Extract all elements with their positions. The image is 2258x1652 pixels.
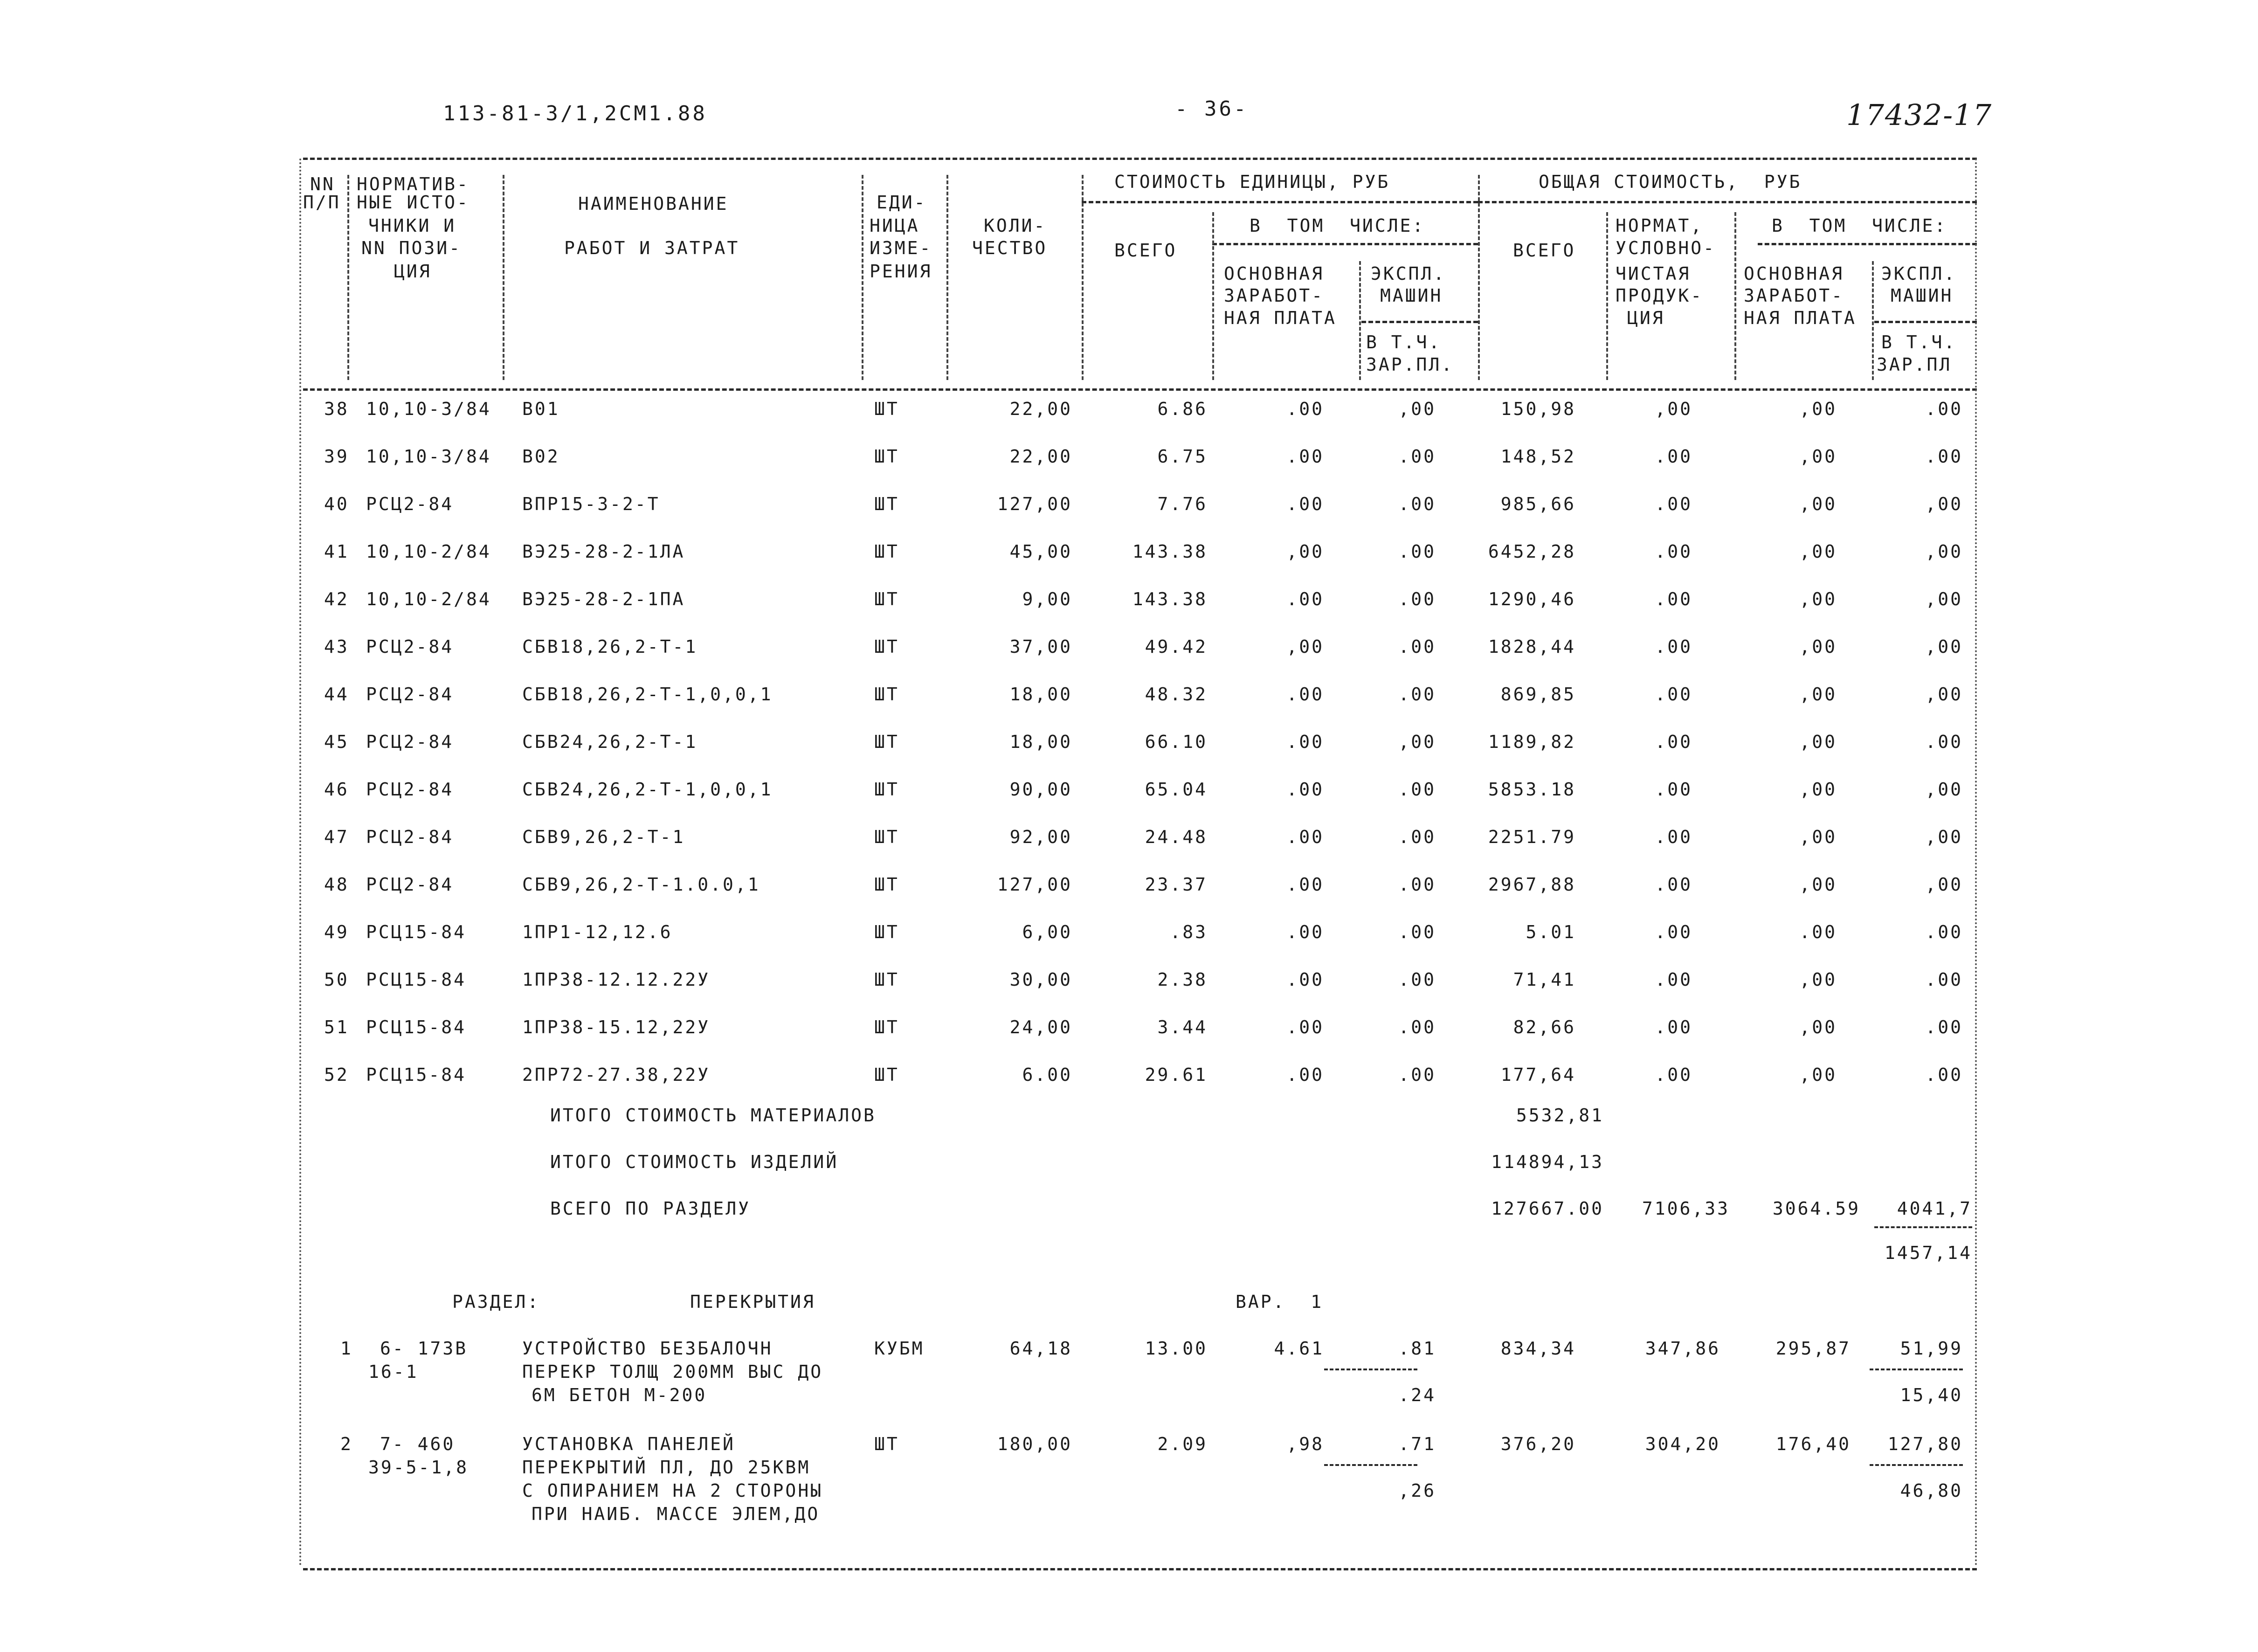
header-total-cost: ОБЩАЯ СТОИМОСТЬ, РУБ: [1539, 172, 1802, 192]
header-osn2-2: ЗАРАБОТ-: [1744, 285, 1844, 306]
row-unit-eksp: .00: [1398, 541, 1436, 562]
materials-total-label: ИТОГО СТОИМОСТЬ МАТЕРИАЛОВ: [550, 1105, 876, 1126]
row-unit-osn: .00: [1286, 827, 1324, 847]
work-2-number: 2: [340, 1434, 353, 1454]
row-qty: 92,00: [1009, 827, 1072, 847]
row-unit-eksp: .00: [1398, 922, 1436, 942]
header-osn2-1: ОСНОВНАЯ: [1744, 263, 1844, 284]
col-sep-2: [503, 175, 504, 380]
row-number: 43: [324, 636, 349, 657]
row-total-eksp: ,00: [1925, 684, 1963, 705]
work-1-eksp2-zp: 15,40: [1900, 1385, 1963, 1405]
row-qty: 18,00: [1009, 684, 1072, 705]
header-unit-cost: СТОИМОСТЬ ЕДИНИЦЫ, РУБ: [1114, 172, 1390, 192]
row-normat: .00: [1655, 684, 1692, 705]
row-total-osn: ,00: [1799, 827, 1837, 847]
row-total-eksp: ,00: [1925, 779, 1963, 800]
row-total-sum: 71,41: [1513, 969, 1576, 990]
row-unit-eksp: .00: [1398, 446, 1436, 467]
header-eksp2-2: МАШИН: [1891, 285, 1954, 306]
eksp2-subrule: [1874, 321, 1977, 323]
row-number: 50: [324, 969, 349, 990]
col-sep-6: [1212, 212, 1214, 380]
work-1-unit-osn: 4.61: [1274, 1338, 1324, 1359]
row-unit: ШТ: [874, 541, 899, 562]
row-unit-eksp: .00: [1398, 827, 1436, 847]
row-total-osn: ,00: [1799, 494, 1837, 514]
row-name: СБВ18,26,2-Т-1,0,0,1: [522, 684, 773, 705]
header-total-vtom: В ТОМ ЧИСЛЕ:: [1772, 215, 1947, 236]
total-cost-rule: [1478, 201, 1977, 203]
section-total-normat: 7106,33: [1642, 1198, 1730, 1219]
header-eksp-2: МАШИН: [1380, 285, 1443, 306]
section-total-eksp-zp: 1457,14: [1884, 1243, 1972, 1263]
row-name: СБВ9,26,2-Т-1.0.0,1: [522, 874, 760, 895]
header-unit-vtom: В ТОМ ЧИСЛЕ:: [1250, 215, 1425, 236]
row-unit: ШТ: [874, 446, 899, 467]
row-normat: .00: [1655, 779, 1692, 800]
row-qty: 30,00: [1009, 969, 1072, 990]
row-unit-osn: .00: [1286, 1017, 1324, 1037]
row-number: 39: [324, 446, 349, 467]
row-qty: 6,00: [1022, 922, 1072, 942]
header-pp: П/П: [303, 192, 341, 213]
row-total-sum: 1290,46: [1488, 589, 1576, 609]
work-2-source-2: 39-5-1,8: [368, 1457, 469, 1478]
work-2-name-1: УСТАНОВКА ПАНЕЛЕЙ: [522, 1434, 735, 1454]
work-1-unit-total: 13.00: [1145, 1338, 1208, 1359]
row-qty: 37,00: [1009, 636, 1072, 657]
work-2-normat: 304,20: [1645, 1434, 1720, 1454]
row-number: 42: [324, 589, 349, 609]
header-eksp2-1: ЭКСПЛ.: [1881, 263, 1957, 284]
work-2-name-3: С ОПИРАНИЕМ НА 2 СТОРОНЫ: [522, 1480, 823, 1501]
work-2-unit: ШТ: [874, 1434, 899, 1454]
row-name: ВПР15-3-2-Т: [522, 494, 660, 514]
work-2-qty: 180,00: [997, 1434, 1072, 1454]
row-total-osn: ,00: [1799, 732, 1837, 752]
row-source: РСЦ2-84: [366, 732, 454, 752]
row-total-sum: 150,98: [1500, 399, 1576, 419]
row-qty: 9,00: [1022, 589, 1072, 609]
row-source: РСЦ2-84: [366, 636, 454, 657]
row-number: 40: [324, 494, 349, 514]
row-number: 41: [324, 541, 349, 562]
unit-cost-subrule: [1212, 243, 1478, 245]
row-unit-total: 6.86: [1157, 399, 1208, 419]
col-sep-9: [1606, 212, 1608, 380]
row-total-sum: 1828,44: [1488, 636, 1576, 657]
row-unit-eksp: .00: [1398, 589, 1436, 609]
row-source: РСЦ2-84: [366, 779, 454, 800]
row-total-sum: 148,52: [1500, 446, 1576, 467]
col-sep-4: [946, 175, 948, 380]
row-unit: ШТ: [874, 636, 899, 657]
row-unit-total: 48.32: [1145, 684, 1208, 705]
work-1-normat: 347,86: [1645, 1338, 1720, 1359]
row-unit-osn: .00: [1286, 589, 1324, 609]
header-qty-2: ЧЕСТВО: [972, 238, 1048, 258]
row-unit: ШТ: [874, 589, 899, 609]
col-sep-11: [1872, 261, 1874, 380]
row-unit: ШТ: [874, 922, 899, 942]
work-2-unit-eksp-zp: ,26: [1398, 1480, 1436, 1501]
row-total-eksp: .00: [1925, 446, 1963, 467]
work-2-eksp2-zp: 46,80: [1900, 1480, 1963, 1501]
col-sep-10: [1734, 212, 1736, 380]
row-qty: 18,00: [1009, 732, 1072, 752]
header-vtch2-1: В Т.Ч.: [1881, 332, 1957, 353]
row-normat: .00: [1655, 541, 1692, 562]
work-1-source-1: 6- 173В: [380, 1338, 468, 1359]
col-sep-8: [1478, 175, 1480, 380]
work-2-source-1: 7- 460: [380, 1434, 456, 1454]
work-2-unit-eksp: .71: [1398, 1434, 1436, 1454]
header-name-2: РАБОТ И ЗАТРАТ: [564, 238, 740, 258]
work-2-sum: 376,20: [1500, 1434, 1576, 1454]
row-normat: .00: [1655, 874, 1692, 895]
row-qty: 24,00: [1009, 1017, 1072, 1037]
header-vtch2-2: ЗАР.ПЛ: [1877, 354, 1952, 375]
row-total-sum: 5.01: [1526, 922, 1576, 942]
row-total-sum: 177,64: [1500, 1064, 1576, 1085]
row-unit-osn: .00: [1286, 684, 1324, 705]
row-total-eksp: ,00: [1925, 541, 1963, 562]
row-name: СБВ18,26,2-Т-1: [522, 636, 698, 657]
handwritten-number: 17432-17: [1846, 98, 1993, 132]
row-unit-eksp: .00: [1398, 874, 1436, 895]
row-number: 52: [324, 1064, 349, 1085]
section-total-label: ВСЕГО ПО РАЗДЕЛУ: [550, 1198, 751, 1219]
header-normat-1: НОРМАТ,: [1616, 215, 1704, 236]
row-normat: .00: [1655, 446, 1692, 467]
row-total-eksp: ,00: [1925, 874, 1963, 895]
row-total-osn: ,00: [1799, 399, 1837, 419]
row-qty: 22,00: [1009, 446, 1072, 467]
work-1-unit-eksp-zp: .24: [1398, 1385, 1436, 1405]
row-total-sum: 2251.79: [1488, 827, 1576, 847]
header-osn-2: ЗАРАБОТ-: [1224, 285, 1325, 306]
row-total-osn: ,00: [1799, 684, 1837, 705]
work-1-sum: 834,34: [1500, 1338, 1576, 1359]
work-1-name-2: ПЕРЕКР ТОЛЩ 200ММ ВЫС ДО: [522, 1362, 823, 1382]
row-unit-osn: .00: [1286, 494, 1324, 514]
row-unit: ШТ: [874, 874, 899, 895]
row-qty: 6.00: [1022, 1064, 1072, 1085]
row-number: 45: [324, 732, 349, 752]
row-number: 38: [324, 399, 349, 419]
row-unit: ШТ: [874, 732, 899, 752]
row-unit-osn: ,00: [1286, 636, 1324, 657]
header-normat-3: ЧИСТАЯ: [1616, 263, 1691, 284]
row-normat: .00: [1655, 494, 1692, 514]
row-total-sum: 6452,28: [1488, 541, 1576, 562]
row-total-eksp: .00: [1925, 732, 1963, 752]
row-unit: ШТ: [874, 969, 899, 990]
work-2-eksp2-divider: [1870, 1464, 1963, 1466]
row-total-sum: 1189,82: [1488, 732, 1576, 752]
col-sep-1: [347, 175, 349, 380]
header-osn-1: ОСНОВНАЯ: [1224, 263, 1325, 284]
row-name: ВЭ25-28-2-1ЛА: [522, 541, 685, 562]
products-total-value: 114894,13: [1491, 1152, 1604, 1172]
work-1-osn2: 295,87: [1775, 1338, 1851, 1359]
row-total-osn: ,00: [1799, 636, 1837, 657]
row-name: СБВ24,26,2-Т-1,0,0,1: [522, 779, 773, 800]
row-unit: ШТ: [874, 399, 899, 419]
col-sep-7: [1359, 261, 1361, 380]
doc-code: 113-81-3/1,2СМ1.88: [443, 102, 707, 125]
section-total-sum: 127667.00: [1491, 1198, 1604, 1219]
row-unit-eksp: .00: [1398, 684, 1436, 705]
row-unit-eksp: ,00: [1398, 399, 1436, 419]
row-total-osn: ,00: [1799, 969, 1837, 990]
header-source-4: NN ПОЗИ-: [361, 238, 462, 258]
row-unit-total: 24.48: [1145, 827, 1208, 847]
left-border: [299, 159, 301, 1567]
row-name: В01: [522, 399, 560, 419]
row-number: 44: [324, 684, 349, 705]
row-source: РСЦ15-84: [366, 1064, 467, 1085]
work-1-qty: 64,18: [1009, 1338, 1072, 1359]
row-source: 10,10-3/84: [366, 446, 491, 467]
row-name: 1ПР38-12.12.22У: [522, 969, 711, 990]
header-eksp-1: ЭКСПЛ.: [1371, 263, 1446, 284]
row-unit-osn: .00: [1286, 399, 1324, 419]
row-total-eksp: ,00: [1925, 827, 1963, 847]
row-unit: ШТ: [874, 494, 899, 514]
header-unit-total: ВСЕГО: [1114, 240, 1177, 261]
row-total-eksp: ,00: [1925, 494, 1963, 514]
header-normat-4: ПРОДУК-: [1616, 285, 1704, 306]
eksp-subrule: [1361, 321, 1478, 323]
row-total-eksp: ,00: [1925, 636, 1963, 657]
header-unit-3: ИЗМЕ-: [870, 238, 932, 258]
header-name-1: НАИМЕНОВАНИЕ: [578, 194, 729, 214]
row-name: В02: [522, 446, 560, 467]
products-total-label: ИТОГО СТОИМОСТЬ ИЗДЕЛИЙ: [550, 1152, 839, 1172]
row-unit-total: .83: [1170, 922, 1208, 942]
page-number: - 36-: [1175, 97, 1249, 121]
section-variant: ВАР. 1: [1236, 1292, 1324, 1312]
section-total-divider: [1874, 1226, 1972, 1228]
header-qty-1: КОЛИ-: [984, 215, 1047, 236]
work-1-number: 1: [340, 1338, 353, 1359]
row-normat: .00: [1655, 827, 1692, 847]
work-1-eksp-divider: [1324, 1369, 1417, 1370]
row-source: РСЦ15-84: [366, 922, 467, 942]
header-nn: NN: [310, 174, 335, 194]
row-qty: 45,00: [1009, 541, 1072, 562]
row-normat: .00: [1655, 969, 1692, 990]
materials-total-value: 5532,81: [1516, 1105, 1604, 1126]
total-cost-subrule: [1758, 243, 1977, 245]
row-unit-osn: .00: [1286, 922, 1324, 942]
row-source: 10,10-3/84: [366, 399, 491, 419]
row-total-eksp: .00: [1925, 1017, 1963, 1037]
row-normat: ,00: [1655, 399, 1692, 419]
row-source: 10,10-2/84: [366, 589, 491, 609]
row-qty: 90,00: [1009, 779, 1072, 800]
row-number: 48: [324, 874, 349, 895]
row-total-eksp: .00: [1925, 1064, 1963, 1085]
col-sep-5: [1082, 175, 1084, 380]
row-source: 10,10-2/84: [366, 541, 491, 562]
row-total-eksp: .00: [1925, 969, 1963, 990]
row-normat: .00: [1655, 589, 1692, 609]
row-unit-total: 66.10: [1145, 732, 1208, 752]
header-total-vsego: ВСЕГО: [1513, 240, 1576, 261]
row-source: РСЦ15-84: [366, 969, 467, 990]
row-unit-total: 23.37: [1145, 874, 1208, 895]
header-osn2-3: НАЯ ПЛАТА: [1744, 308, 1857, 328]
row-total-eksp: .00: [1925, 922, 1963, 942]
section-title: ПЕРЕКРЫТИЯ: [690, 1292, 815, 1312]
work-1-unit-eksp: .81: [1398, 1338, 1436, 1359]
work-1-source-2: 16-1: [368, 1362, 419, 1382]
row-unit-total: 6.75: [1157, 446, 1208, 467]
row-name: ВЭ25-28-2-1ПА: [522, 589, 685, 609]
header-normat-2: УСЛОВНО-: [1616, 238, 1716, 258]
header-vtch-2: ЗАР.ПЛ.: [1366, 354, 1454, 375]
row-normat: .00: [1655, 922, 1692, 942]
row-total-eksp: ,00: [1925, 589, 1963, 609]
table-bottom-rule: [303, 1568, 1977, 1570]
row-unit-eksp: .00: [1398, 1017, 1436, 1037]
header-unit-1: ЕДИ-: [877, 192, 927, 213]
header-bottom-rule: [303, 388, 1977, 391]
row-unit-total: 143.38: [1132, 541, 1208, 562]
header-source-3: ЧНИКИ И: [368, 215, 456, 236]
header-source-5: ЦИЯ: [394, 261, 432, 282]
row-number: 51: [324, 1017, 349, 1037]
row-qty: 127,00: [997, 494, 1072, 514]
row-total-osn: ,00: [1799, 1017, 1837, 1037]
row-unit-osn: .00: [1286, 446, 1324, 467]
row-total-eksp: .00: [1925, 399, 1963, 419]
row-unit-osn: .00: [1286, 1064, 1324, 1085]
row-unit: ШТ: [874, 684, 899, 705]
row-unit-osn: .00: [1286, 969, 1324, 990]
row-total-osn: ,00: [1799, 779, 1837, 800]
table-top-rule: [303, 158, 1977, 160]
header-vtch-1: В Т.Ч.: [1366, 332, 1442, 353]
row-unit-total: 49.42: [1145, 636, 1208, 657]
row-normat: .00: [1655, 1064, 1692, 1085]
row-unit-total: 29.61: [1145, 1064, 1208, 1085]
header-unit-2: НИЦА: [870, 215, 920, 236]
row-unit-osn: .00: [1286, 732, 1324, 752]
row-unit-eksp: .00: [1398, 494, 1436, 514]
row-unit: ШТ: [874, 1064, 899, 1085]
row-normat: .00: [1655, 636, 1692, 657]
work-2-osn2: 176,40: [1775, 1434, 1851, 1454]
row-source: РСЦ2-84: [366, 827, 454, 847]
row-unit-osn: .00: [1286, 874, 1324, 895]
row-normat: .00: [1655, 732, 1692, 752]
work-2-eksp2: 127,80: [1887, 1434, 1963, 1454]
row-total-osn: ,00: [1799, 874, 1837, 895]
work-2-eksp-divider: [1324, 1464, 1417, 1466]
row-unit-eksp: .00: [1398, 779, 1436, 800]
unit-cost-rule: [1082, 201, 1478, 203]
row-unit-eksp: ,00: [1398, 732, 1436, 752]
row-total-osn: .00: [1799, 922, 1837, 942]
row-qty: 127,00: [997, 874, 1072, 895]
work-2-unit-total: 2.09: [1157, 1434, 1208, 1454]
row-unit: ШТ: [874, 827, 899, 847]
work-1-name-3: 6М БЕТОН М-200: [532, 1385, 707, 1405]
row-unit-total: 3.44: [1157, 1017, 1208, 1037]
header-normat-5: ЦИЯ: [1627, 308, 1665, 328]
row-total-sum: 82,66: [1513, 1017, 1576, 1037]
row-number: 47: [324, 827, 349, 847]
right-border: [1975, 159, 1977, 1567]
row-source: РСЦ2-84: [366, 874, 454, 895]
header-osn-3: НАЯ ПЛАТА: [1224, 308, 1337, 328]
row-unit-total: 7.76: [1157, 494, 1208, 514]
row-name: 1ПР38-15.12,22У: [522, 1017, 711, 1037]
row-name: СБВ9,26,2-Т-1: [522, 827, 685, 847]
work-2-unit-osn: ,98: [1286, 1434, 1324, 1454]
header-source-2: НЫЕ ИСТО-: [357, 192, 470, 213]
row-total-osn: ,00: [1799, 541, 1837, 562]
row-total-sum: 5853.18: [1488, 779, 1576, 800]
section-label: РАЗДЕЛ:: [452, 1292, 540, 1312]
row-source: РСЦ2-84: [366, 494, 454, 514]
row-qty: 22,00: [1009, 399, 1072, 419]
row-total-osn: ,00: [1799, 1064, 1837, 1085]
row-source: РСЦ15-84: [366, 1017, 467, 1037]
row-normat: .00: [1655, 1017, 1692, 1037]
row-name: СБВ24,26,2-Т-1: [522, 732, 698, 752]
row-source: РСЦ2-84: [366, 684, 454, 705]
row-total-osn: ,00: [1799, 446, 1837, 467]
section-total-eksp: 4041,7: [1897, 1198, 1972, 1219]
header-source-1: НОРМАТИВ-: [357, 174, 470, 194]
row-unit-eksp: .00: [1398, 636, 1436, 657]
work-1-eksp2: 51,99: [1900, 1338, 1963, 1359]
row-unit-eksp: .00: [1398, 969, 1436, 990]
row-unit-eksp: .00: [1398, 1064, 1436, 1085]
work-1-unit: КУБМ: [874, 1338, 925, 1359]
section-total-osn: 3064.59: [1772, 1198, 1860, 1219]
row-unit-total: 65.04: [1145, 779, 1208, 800]
row-unit: ШТ: [874, 779, 899, 800]
row-total-sum: 869,85: [1500, 684, 1576, 705]
row-number: 49: [324, 922, 349, 942]
work-2-name-2: ПЕРЕКРЫТИЙ ПЛ, ДО 25КВМ: [522, 1457, 811, 1478]
row-total-sum: 2967,88: [1488, 874, 1576, 895]
row-name: 2ПР72-27.38,22У: [522, 1064, 711, 1085]
row-unit-total: 2.38: [1157, 969, 1208, 990]
work-1-name-1: УСТРОЙСТВО БЕЗБАЛОЧН: [522, 1338, 773, 1359]
row-name: 1ПР1-12,12.6: [522, 922, 673, 942]
row-unit-total: 143.38: [1132, 589, 1208, 609]
row-total-sum: 985,66: [1500, 494, 1576, 514]
row-unit-osn: ,00: [1286, 541, 1324, 562]
col-sep-3: [862, 175, 863, 380]
work-1-eksp2-divider: [1870, 1369, 1963, 1370]
row-number: 46: [324, 779, 349, 800]
row-total-osn: ,00: [1799, 589, 1837, 609]
header-unit-4: РЕНИЯ: [870, 261, 932, 282]
row-unit: ШТ: [874, 1017, 899, 1037]
work-2-name-4: ПРИ НАИБ. МАССЕ ЭЛЕМ,ДО: [532, 1504, 820, 1524]
row-unit-osn: .00: [1286, 779, 1324, 800]
